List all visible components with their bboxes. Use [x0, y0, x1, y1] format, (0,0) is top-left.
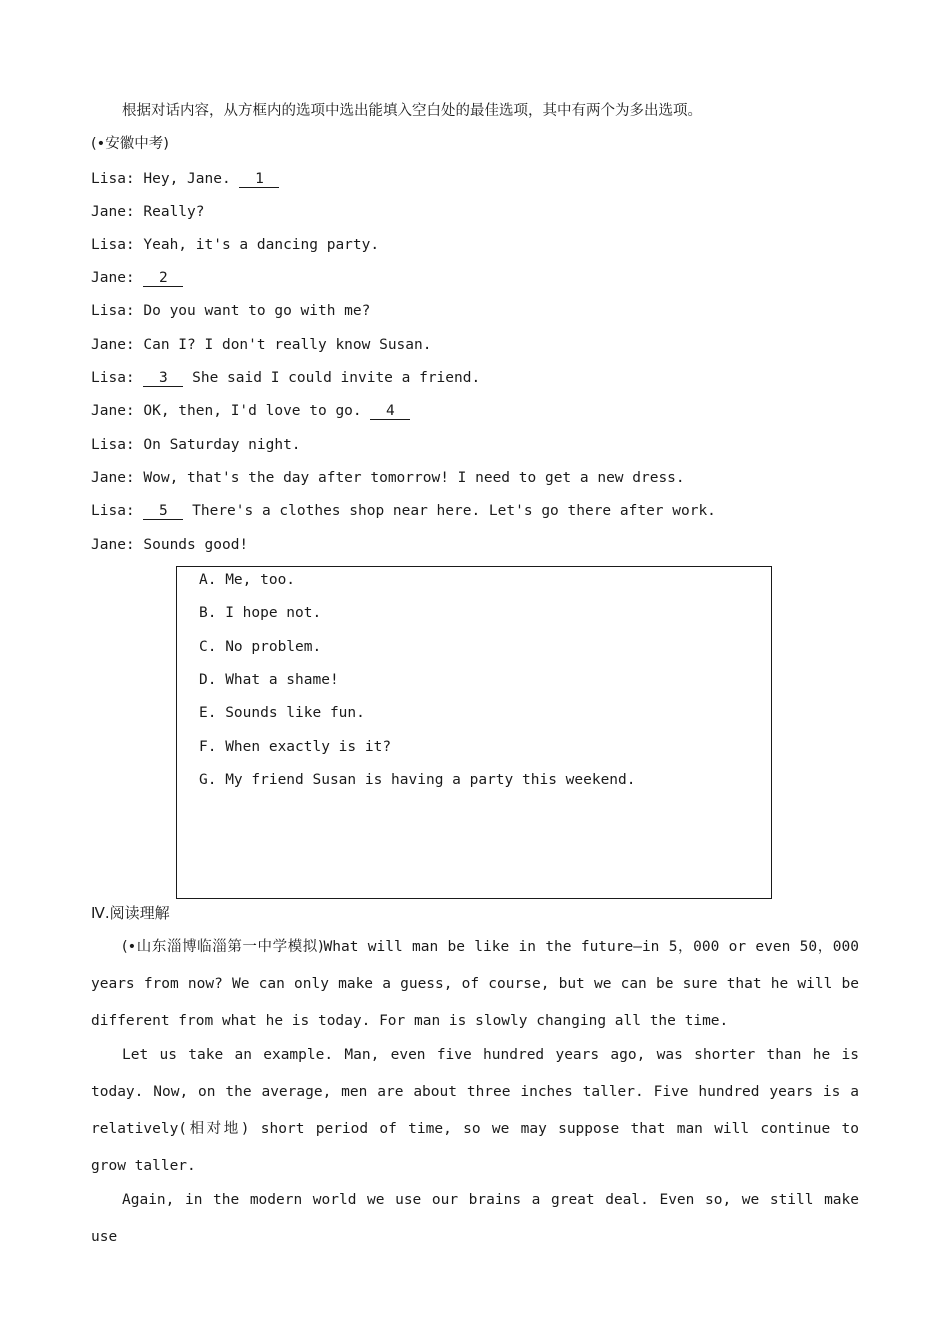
speaker-label: Lisa: [91, 303, 135, 319]
reading-source: (•山东淄博临淄第一中学模拟) [122, 939, 324, 955]
speaker-label: Jane: [91, 470, 135, 486]
answer-blank[interactable]: 4 [370, 403, 410, 420]
speaker-label: Lisa: [91, 503, 135, 519]
option-item: D. What a shame! [199, 671, 339, 688]
option-item: C. No problem. [199, 638, 322, 655]
dialogue-text: Do you want to go with me? [143, 303, 371, 319]
speaker-label: Lisa: [91, 437, 135, 453]
speaker-label: Jane: [91, 204, 135, 220]
speaker-label: Jane: [91, 537, 135, 553]
dialogue-line [91, 368, 480, 388]
speaker-label: Lisa: [91, 370, 135, 386]
dialogue-line [91, 535, 248, 555]
speaker-label: Lisa: [91, 171, 135, 187]
reading-paragraph-1 [91, 929, 859, 1040]
dialogue-text: Yeah, it's a dancing party. [143, 237, 380, 253]
dialogue-text: OK, then, I'd love to go. [143, 403, 362, 419]
dialogue-text: Really? [143, 204, 205, 220]
dialogue-text: On Saturday night. [143, 437, 301, 453]
dialogue-line [91, 301, 370, 321]
dialogue-line [91, 401, 410, 421]
dialogue-text: Wow, that's the day after tomorrow! I need to get a new dress. [143, 470, 685, 486]
source-note: (•安徽中考) [91, 136, 169, 152]
dialogue-line [91, 501, 716, 521]
dialogue-text: Sounds good! [143, 537, 249, 553]
dialogue-line [91, 235, 379, 255]
answer-blank[interactable]: 1 [239, 171, 279, 188]
options-box [176, 566, 772, 899]
dialogue-text: She said I could invite a friend. [192, 370, 481, 386]
dialogue-text: Can I? I don't really know Susan. [143, 337, 432, 353]
dialogue-line [91, 202, 205, 222]
paragraph-text: Let us take an example. Man, even five hundred years ago, was shorter than he is today. Now, on the average, men are about three inches taller. Five hundred years is a relatively(相对地) short period of time, so we may suppose that man will continue to grow taller. [91, 1047, 859, 1174]
dialogue-line [91, 268, 183, 288]
speaker-label: Jane: [91, 337, 135, 353]
reading-paragraph-3 [91, 1182, 859, 1256]
option-item: E. Sounds like fun. [199, 705, 365, 722]
dialogue-line [91, 169, 279, 189]
dialogue-line [91, 468, 685, 488]
instruction-text: 根据对话内容，从方框内的选项中选出能填入空白处的最佳选项，其中有两个为多出选项。 [122, 103, 702, 119]
dialogue-line [91, 335, 431, 355]
paragraph-text: Again, in the modern world we use our brains a great deal. Even so, we still make use [91, 1192, 859, 1245]
dialogue-text: Hey, Jane. [143, 171, 231, 187]
option-item: G. My friend Susan is having a party this weekend. [199, 771, 636, 788]
speaker-label: Jane: [91, 270, 135, 286]
option-item: F. When exactly is it? [199, 738, 392, 755]
speaker-label: Jane: [91, 403, 135, 419]
reading-paragraph-2 [91, 1037, 859, 1185]
option-item: B. I hope not. [199, 605, 322, 622]
answer-blank[interactable]: 3 [143, 370, 183, 387]
section-title: Ⅳ.阅读理解 [91, 904, 170, 922]
option-item: A. Me, too. [199, 572, 296, 588]
dialogue-text: There's a clothes shop near here. Let's go there after work. [192, 503, 716, 519]
speaker-label: Lisa: [91, 237, 135, 253]
answer-blank[interactable]: 5 [143, 503, 183, 520]
paragraph-text: What will man be like in the future—in 5，000 or even 50，000 years from now? We can only make a guess, of course, but we can be sure that he will be different from what he is today. For man is slowly changing all the time. [91, 939, 859, 1029]
answer-blank[interactable]: 2 [143, 270, 183, 287]
dialogue-line [91, 435, 301, 455]
